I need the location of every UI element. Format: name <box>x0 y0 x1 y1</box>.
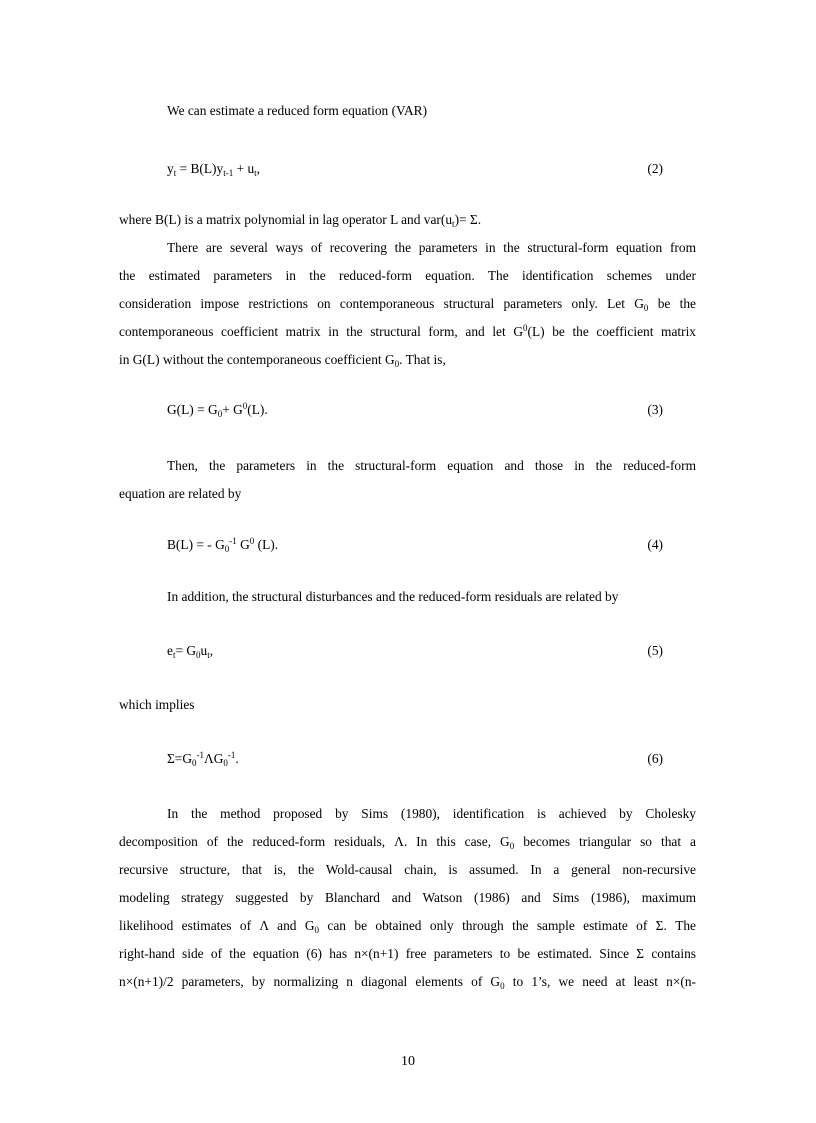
text-line: In addition, the structural disturbances and the reduced-form residuals are related by <box>167 589 619 604</box>
text-line: in G(L) without the contemporaneous coefficient $G_0$. That is, <box>119 352 446 369</box>
text-line: Then, the parameters in the structural-form equation and those in the reduced-form <box>167 458 696 473</box>
text-line: modeling strategy suggested by Blanchard and Watson (1986) and Sims (1986), maximum <box>119 890 696 905</box>
equation-2-number: (2) <box>647 161 663 176</box>
text-line: likelihood estimates of Λ and $G_0$ can be obtained only through the sample estimate of Σ. The <box>119 918 697 935</box>
text-line: decomposition of the reduced-form residuals, Λ. In this case, $G_0$ becomes triangular so that a <box>119 834 697 851</box>
equation-4-number: (4) <box>647 537 663 552</box>
text-line: equation are related by <box>119 486 242 501</box>
equation-3: $G(L) = G_0+ G^0(L)$. <box>167 401 268 419</box>
text-line: the estimated parameters in the reduced-form equation. The identification schemes under <box>119 268 696 283</box>
text-line: which implies <box>119 697 195 712</box>
intro-text: We can estimate a reduced form equation (VAR) <box>167 103 428 118</box>
equation-4: B(L) = - $G_0^{-1}$ $G^0$ (L). <box>167 536 279 554</box>
page-number: 10 <box>401 1054 415 1069</box>
text-line: consideration impose restrictions on contemporaneous structural parameters only. Let $G_0$ be the <box>119 296 696 313</box>
equation-6-number: (6) <box>647 751 663 766</box>
text-line: There are several ways of recovering the parameters in the structural-form equation from <box>167 240 696 255</box>
text-line: n×(n+1)/2 parameters, by normalizing n diagonal elements of $G_0$ to 1’s, we need at least n×(n- <box>119 974 696 991</box>
text-line: In the method proposed by Sims (1980), identification is achieved by Cholesky <box>167 806 696 821</box>
equation-6: $\Sigma=G_0^{-1}\Lambda G_0^{-1}$. <box>167 750 239 768</box>
text-line: contemporaneous coefficient matrix in the structural form, and let $G^0(L)$ be the coefficient matrix <box>119 323 696 339</box>
equation-3-number: (3) <box>647 402 663 417</box>
equation-5: $e_t= G_0u_t$, <box>167 643 214 660</box>
equation-2: $y_t = B(L)y_{t-1} + u_t$, <box>167 161 261 178</box>
text-line: right-hand side of the equation (6) has n×(n+1) free parameters to be estimated. Since Σ contains <box>119 946 696 961</box>
equation-5-number: (5) <box>647 643 663 658</box>
text-line: recursive structure, that is, the Wold-causal chain, is assumed. In a general non-recursive <box>119 862 696 877</box>
text-line: where B(L) is a matrix polynomial in lag operator L and $var(u_t)= \Sigma$. <box>119 212 482 229</box>
